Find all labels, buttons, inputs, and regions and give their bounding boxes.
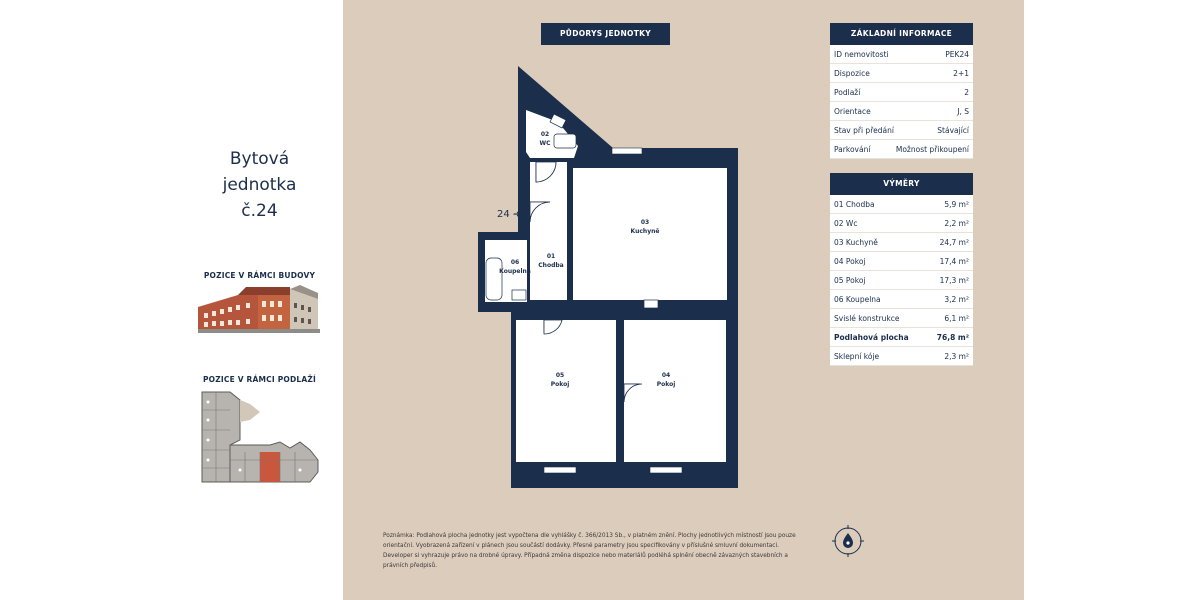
room-05-num: 05 bbox=[555, 372, 565, 379]
areas-table bbox=[830, 173, 973, 366]
room-05-name: Pokoj bbox=[550, 381, 570, 388]
info-row bbox=[830, 140, 973, 159]
info-row bbox=[830, 121, 973, 140]
area-value: 2,2 m² bbox=[944, 218, 969, 228]
left-panel bbox=[176, 0, 343, 600]
room-04-num: 04 bbox=[661, 372, 671, 379]
info-row bbox=[830, 102, 973, 121]
area-value: 5,9 m² bbox=[944, 199, 969, 209]
room-04-name: Pokoj bbox=[656, 381, 676, 388]
unit-title-line-1: Bytová bbox=[229, 149, 290, 169]
area-value: 3,2 m² bbox=[944, 294, 969, 304]
room-06-num: 06 bbox=[510, 259, 520, 266]
area-label: 01 Chodba bbox=[834, 199, 875, 209]
info-value: 2+1 bbox=[953, 68, 969, 78]
area-label: 06 Koupelna bbox=[834, 294, 881, 304]
basic-info-title: ZÁKLADNÍ INFORMACE bbox=[830, 23, 973, 45]
unit-title bbox=[176, 146, 343, 224]
area-label: 05 Pokoj bbox=[834, 275, 866, 285]
room-06-name: Koupelna bbox=[499, 268, 531, 275]
area-value: 6,1 m² bbox=[944, 313, 969, 323]
info-row bbox=[830, 64, 973, 83]
area-row bbox=[830, 214, 973, 233]
info-label: Parkování bbox=[834, 144, 871, 154]
area-row-total bbox=[830, 328, 973, 347]
compass-icon bbox=[832, 525, 864, 557]
area-label: Svislé konstrukce bbox=[834, 313, 900, 323]
area-row bbox=[830, 195, 973, 214]
floor-position-label: POZICE V RÁMCI PODLAŽÍ bbox=[202, 375, 316, 384]
area-value: 17,3 m² bbox=[939, 275, 969, 285]
footnote: Poznámka: Podlahová plocha jednotky jest vypočtena dle vyhlášky č. 366/2013 Sb., v platném znění. Plochy jednotlivých místností jsou pouze orientační. Vyobrazená zařízení v plánech jsou součástí dodávky. Přesné parametry jsou specifikovány v příslušné smluvní dokumentaci. Developer si vyhrazuje právo na drobné úpravy. Případná změna dispozice nebo materiálů podléhá splnění obecně závazných stavebních a právních předpisů. bbox=[383, 533, 796, 569]
building-position-label: POZICE V RÁMCI BUDOVY bbox=[203, 271, 316, 280]
info-value: PEK24 bbox=[945, 49, 969, 59]
info-value: J, S bbox=[957, 106, 969, 116]
room-01-num: 01 bbox=[546, 253, 556, 260]
area-label: Sklepní kóje bbox=[834, 351, 880, 361]
area-label: 02 Wc bbox=[834, 218, 858, 228]
unit-title-line-2: jednotka bbox=[222, 175, 297, 195]
info-row bbox=[830, 45, 973, 64]
info-label: Orientace bbox=[834, 106, 871, 116]
area-row bbox=[830, 290, 973, 309]
info-value: Stávající bbox=[937, 125, 969, 135]
area-row bbox=[830, 309, 973, 328]
area-row bbox=[830, 233, 973, 252]
room-02-name: WC bbox=[539, 140, 551, 147]
floor-position-image bbox=[200, 390, 320, 485]
info-label: Stav při předání bbox=[834, 125, 894, 135]
area-value: 2,3 m² bbox=[944, 351, 969, 361]
basic-info-table bbox=[830, 23, 973, 159]
floor-plan bbox=[478, 62, 738, 488]
info-row bbox=[830, 83, 973, 102]
info-label: ID nemovitosti bbox=[834, 49, 889, 59]
info-value: Možnost přikoupení bbox=[895, 144, 969, 154]
area-value: 24,7 m² bbox=[939, 237, 969, 247]
area-value: 17,4 m² bbox=[939, 256, 969, 266]
area-label: Podlahová plocha bbox=[834, 332, 909, 342]
entry-number bbox=[497, 209, 520, 220]
info-value: 2 bbox=[964, 87, 969, 97]
entry-arrow-icon: ➜ bbox=[512, 210, 521, 220]
room-02-num: 02 bbox=[540, 131, 550, 138]
info-label: Podlaží bbox=[834, 87, 861, 97]
room-03-name: Kuchyně bbox=[630, 228, 660, 235]
room-03-num: 03 bbox=[640, 219, 650, 226]
building-image bbox=[198, 285, 320, 333]
area-label: 03 Kuchyně bbox=[834, 237, 878, 247]
info-label: Dispozice bbox=[834, 68, 870, 78]
unit-title-line-3: č.24 bbox=[241, 201, 278, 221]
areas-title: VÝMĚRY bbox=[830, 173, 973, 195]
area-value: 76,8 m² bbox=[936, 332, 969, 342]
area-label: 04 Pokoj bbox=[834, 256, 866, 266]
area-row bbox=[830, 271, 973, 290]
plan-title: PŮDORYS JEDNOTKY bbox=[541, 23, 670, 45]
area-row bbox=[830, 347, 973, 366]
area-row bbox=[830, 252, 973, 271]
entry-number-text: 24 bbox=[497, 209, 510, 220]
room-01-name: Chodba bbox=[538, 262, 564, 269]
